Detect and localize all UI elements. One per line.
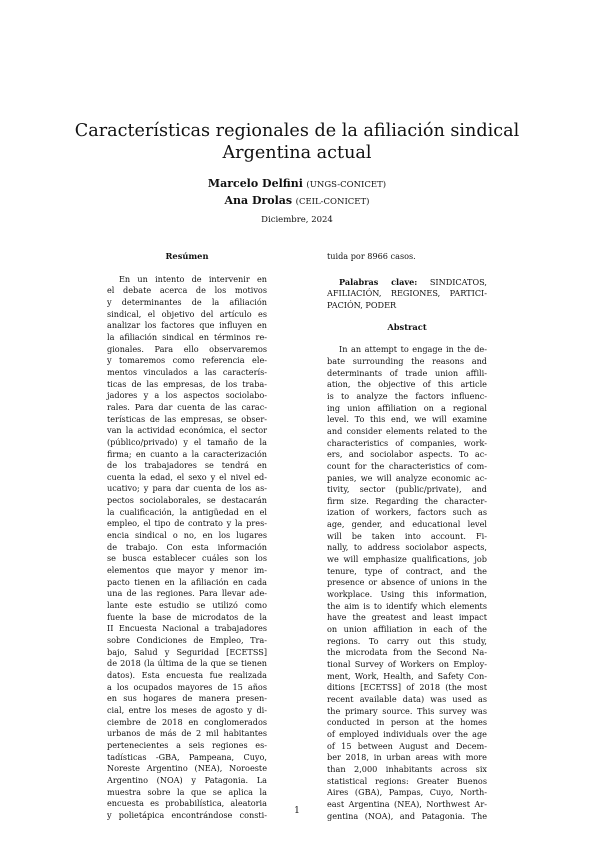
text-line: bajo, Salud y Seguridad [ECETSS]	[107, 646, 267, 657]
resumen-heading: Resúmen	[165, 251, 209, 261]
resumen-column	[107, 251, 267, 822]
text-line: cuenta la edad, el sexo y el nivel ed-	[107, 471, 267, 482]
text-line: tadísticas -GBA, Pampeana, Cuyo,	[107, 751, 267, 762]
text-line: pacto tienen en la afiliación en cada	[107, 576, 267, 587]
text-line: de trabajo. Con esta información	[107, 541, 267, 552]
text-line: the aim is to identify which elements	[327, 600, 487, 611]
text-line: the microdata from the Second Na-	[327, 647, 487, 658]
text-line: y polietápica encontrándose consti-	[107, 809, 267, 820]
text-line: (público/privado) y el tamaño de la	[107, 436, 267, 447]
text-line: gionales. Para ello observaremos	[107, 343, 267, 354]
text-line: ticas de las empresas, de los traba-	[107, 378, 267, 389]
text-line: lante este estudio se utilizó como	[107, 600, 267, 611]
text-line: regions. To carry out this study,	[327, 635, 487, 646]
abstract-body	[327, 344, 487, 822]
text-line: de los trabajadores se tendrá en	[107, 460, 267, 471]
paper-title	[40, 120, 554, 164]
text-line: ber 2018, in urban areas with more	[327, 752, 487, 763]
text-line: presence or absence of unions in the	[327, 577, 487, 588]
resumen-continuation	[327, 251, 487, 263]
text-line: ciembre de 2018 en conglomerados	[107, 716, 267, 727]
text-line: rales. Para dar cuenta de las carac-	[107, 401, 267, 412]
text-line: of employed individuals over the age	[327, 728, 487, 739]
text-line: muestra sobre la que se aplica la	[107, 786, 267, 797]
text-line: analizar los factores que influyen en	[107, 320, 267, 331]
author-name: Marcelo Delfini	[207, 177, 303, 190]
text-line: statistical regions: Greater Buenos	[327, 775, 487, 786]
keywords-value: SINDICATOS,	[429, 276, 487, 287]
keywords-line	[327, 277, 487, 289]
keywords-label: Palabras clave:	[339, 276, 418, 287]
text-line: conducted in person at the homes	[327, 717, 487, 728]
paper-date: Diciembre, 2024	[261, 215, 333, 225]
title-line-1: Características regionales de la afiliación sindical	[74, 121, 520, 141]
text-line: ment, Work, Health, and Safety Con-	[327, 670, 487, 681]
right-column	[327, 251, 487, 822]
text-line: encuesta es probabilística, aleatoria	[107, 798, 267, 809]
text-line: pertenecientes a seis regiones es-	[107, 739, 267, 750]
text-line: jadores y a los aspectos sociolabo-	[107, 390, 267, 401]
text-line: encia sindical o no, en los lugares	[107, 530, 267, 541]
author-1	[40, 176, 554, 193]
resumen-body	[107, 274, 267, 822]
text-line: y determinantes de la afiliación	[107, 296, 267, 307]
text-line: level. To this end, we will examine	[327, 414, 487, 425]
title-line-2: Argentina actual	[222, 143, 372, 163]
text-line: than 2,000 inhabitants across six	[327, 763, 487, 774]
text-line: firm size. Regarding the character-	[327, 495, 487, 506]
text-line: mentos vinculados a las caracterís-	[107, 366, 267, 377]
text-line: age, gender, and educational level	[327, 519, 487, 530]
author-block	[40, 176, 554, 210]
text-line: workplace. Using this information,	[327, 589, 487, 600]
page-number: 1	[294, 806, 300, 816]
text-line: panies, we will analyze economic ac-	[327, 472, 487, 483]
text-line: la afiliación sindical en términos re-	[107, 331, 267, 342]
text-line: bate surrounding the reasons and	[327, 355, 487, 366]
text-line: determinants of trade union affili-	[327, 367, 487, 378]
text-line: have the greatest and least impact	[327, 612, 487, 623]
text-line: se busca establecer cuáles son los	[107, 553, 267, 564]
text-line: cial, entre los meses de agosto y di-	[107, 704, 267, 715]
text-line: tivity, sector (public/private), and	[327, 484, 487, 495]
text-line: tenure, type of contract, and the	[327, 565, 487, 576]
text-line: gentina (NOA), and Patagonia. The	[327, 810, 487, 821]
text-line: empleo, el tipo de contrato y la pres-	[107, 518, 267, 529]
text-line: pectos sociolaborales, se destacarán	[107, 495, 267, 506]
text-line: we will emphasize qualifications, job	[327, 554, 487, 565]
text-line: una de las regiones. Para llevar ade-	[107, 588, 267, 599]
text-line: is to analyze the factors influenc-	[327, 390, 487, 401]
text-line: elementos que mayor y menor im-	[107, 565, 267, 576]
text-line: Argentino (NOA) y Patagonia. La	[107, 774, 267, 785]
text-line: firma; en cuanto a la caracterización	[107, 448, 267, 459]
text-line: fuente la base de microdatos de la	[107, 611, 267, 622]
abstract-heading: Abstract	[387, 321, 427, 332]
text-line: sobre Condiciones de Empleo, Tra-	[107, 635, 267, 645]
author-2	[40, 193, 554, 210]
text-line: east Argentina (NEA), Northwest Ar-	[327, 798, 487, 809]
text-line: la cualificación, la antigüedad en el	[107, 506, 267, 517]
keywords-line: AFILIACIÓN, REGIONES, PARTICI-	[327, 288, 487, 299]
text-line: tional Survey of Workers on Employ-	[327, 659, 487, 669]
text-line: datos). Esta encuesta fue realizada	[107, 669, 267, 680]
author-name: Ana Drolas	[224, 194, 293, 207]
text-line: of 15 between August and Decem-	[327, 740, 487, 751]
resumen-continuation-line: tuida por 8966 casos.	[327, 251, 416, 261]
text-line: II Encuesta Nacional a trabajadores	[107, 623, 267, 634]
text-line: ing union affiliation on a regional	[327, 402, 487, 413]
text-line: Aires (GBA), Pampas, Cuyo, North-	[327, 787, 487, 798]
text-line: on union affiliation in each of the	[327, 624, 487, 635]
text-line: and consider elements related to the	[327, 425, 487, 436]
text-line: ation, the objective of this article	[327, 379, 487, 390]
text-line: el debate acerca de los motivos	[107, 285, 267, 296]
text-line: van la actividad económica, el sector	[107, 425, 267, 436]
text-line: de 2018 (la última de la que se tienen	[107, 658, 267, 669]
text-line: a los ocupados mayores de 15 años	[107, 681, 267, 692]
author-affiliation: (CEIL-CONICET)	[295, 197, 370, 207]
text-line: terísticas de las empresas, se obser-	[107, 413, 267, 424]
text-line: urbanos de más de 2 mil habitantes	[107, 728, 267, 739]
text-line: en sus hogares de manera presen-	[107, 693, 267, 704]
text-line: In an attempt to engage in the de-	[339, 344, 487, 355]
text-line: ditions [ECETSS] of 2018 (the most	[327, 682, 487, 693]
author-affiliation: (UNGS-CONICET)	[306, 180, 387, 190]
text-line: ers, and sociolabor aspects. To ac-	[327, 449, 487, 460]
text-line: sindical, el objetivo del artículo es	[107, 308, 267, 319]
text-line: En un intento de intervenir en	[119, 273, 267, 284]
text-line: recent available data) was used as	[327, 693, 487, 704]
text-line: count for the characteristics of com-	[327, 460, 487, 471]
text-line: Noreste Argentino (NEA), Noroeste	[107, 763, 267, 774]
text-line: will be taken into account. Fi-	[327, 530, 487, 541]
text-line: ization of workers, factors such as	[327, 507, 487, 518]
text-line: ucativo; y para dar cuenta de los as-	[107, 483, 267, 494]
keywords	[327, 277, 487, 312]
text-line: the primary source. This survey was	[327, 705, 487, 716]
text-line: y tomaremos como referencia ele-	[107, 355, 267, 366]
text-line: characteristics of companies, work-	[327, 437, 487, 448]
text-line: nally, to address sociolabor aspects,	[327, 542, 487, 553]
keywords-line: PACIÓN, PODER	[327, 299, 397, 310]
